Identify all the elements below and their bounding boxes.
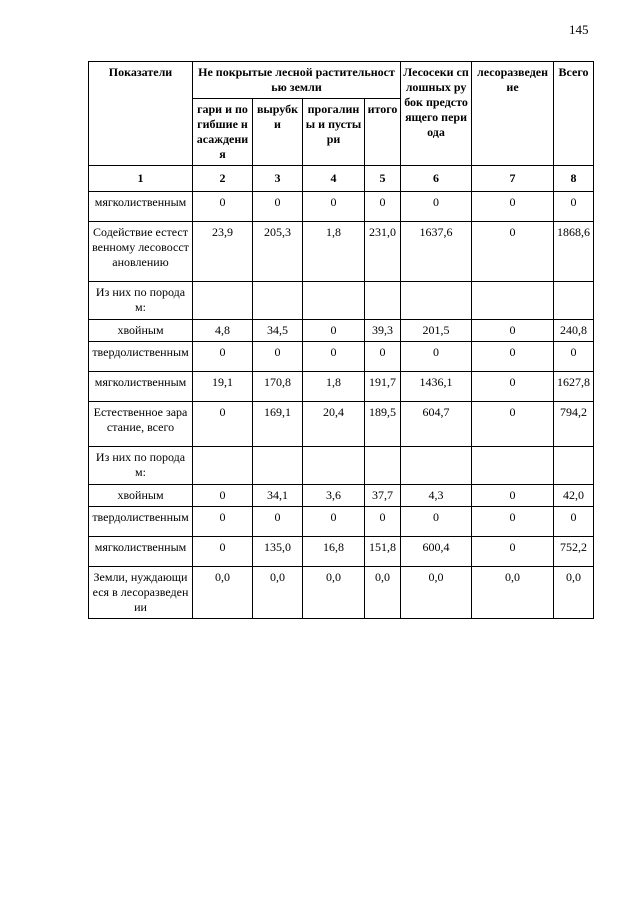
table-cell: 0 bbox=[472, 222, 554, 282]
header-reforestation: лесоразведение bbox=[472, 62, 554, 166]
column-number: 1 bbox=[89, 166, 193, 192]
table-cell: 3,6 bbox=[303, 485, 365, 507]
table-cell bbox=[193, 282, 253, 320]
header-not-covered: Не покрытые лесной растительностью земли bbox=[193, 62, 401, 99]
table-cell: 170,8 bbox=[253, 372, 303, 402]
header-subtotal: итого bbox=[365, 99, 401, 166]
table-cell bbox=[554, 282, 594, 320]
table-cell: 16,8 bbox=[303, 537, 365, 567]
table-cell bbox=[472, 447, 554, 485]
column-number: 4 bbox=[303, 166, 365, 192]
table-cell: 151,8 bbox=[365, 537, 401, 567]
table-cell: 0 bbox=[472, 320, 554, 342]
header-burnt: гари и погибшие насаждения bbox=[193, 99, 253, 166]
row-label: Из них по породам: bbox=[89, 282, 193, 320]
table-cell: 0 bbox=[303, 342, 365, 372]
table-row bbox=[89, 282, 594, 320]
table-row bbox=[89, 192, 594, 222]
table-cell: 0 bbox=[472, 485, 554, 507]
table-cell bbox=[472, 282, 554, 320]
table-cell: 135,0 bbox=[253, 537, 303, 567]
table-cell bbox=[303, 447, 365, 485]
table-cell: 0 bbox=[193, 402, 253, 447]
table-cell: 1627,8 bbox=[554, 372, 594, 402]
table-cell: 0 bbox=[401, 507, 472, 537]
table-cell: 0 bbox=[303, 507, 365, 537]
table-cell: 0,0 bbox=[303, 567, 365, 619]
table-cell: 169,1 bbox=[253, 402, 303, 447]
table-cell: 42,0 bbox=[554, 485, 594, 507]
table-cell: 34,1 bbox=[253, 485, 303, 507]
table-cell bbox=[193, 447, 253, 485]
table-cell: 0 bbox=[401, 192, 472, 222]
column-number: 5 bbox=[365, 166, 401, 192]
table-cell: 0 bbox=[401, 342, 472, 372]
table-cell: 604,7 bbox=[401, 402, 472, 447]
header-glades: прогалины и пустыри bbox=[303, 99, 365, 166]
table-cell: 0,0 bbox=[401, 567, 472, 619]
column-number: 8 bbox=[554, 166, 594, 192]
table-cell: 0 bbox=[253, 192, 303, 222]
table-cell: 1436,1 bbox=[401, 372, 472, 402]
table-cell: 189,5 bbox=[365, 402, 401, 447]
table-cell: 0 bbox=[472, 342, 554, 372]
table-cell: 201,5 bbox=[401, 320, 472, 342]
table-cell: 0 bbox=[554, 192, 594, 222]
table-cell: 23,9 bbox=[193, 222, 253, 282]
column-number-row bbox=[89, 166, 594, 192]
header-clearcuts: вырубки bbox=[253, 99, 303, 166]
table-cell: 0,0 bbox=[554, 567, 594, 619]
table-row bbox=[89, 372, 594, 402]
table-cell bbox=[253, 282, 303, 320]
table-cell: 0 bbox=[365, 192, 401, 222]
table-cell bbox=[401, 282, 472, 320]
table-cell bbox=[401, 447, 472, 485]
table-cell: 0 bbox=[253, 507, 303, 537]
table-row bbox=[89, 402, 594, 447]
row-label: мягколиственным bbox=[89, 537, 193, 567]
table-cell: 0 bbox=[554, 342, 594, 372]
table-cell: 1868,6 bbox=[554, 222, 594, 282]
table-cell bbox=[365, 447, 401, 485]
table-cell: 752,2 bbox=[554, 537, 594, 567]
table-cell: 191,7 bbox=[365, 372, 401, 402]
table-cell: 39,3 bbox=[365, 320, 401, 342]
table-cell: 0 bbox=[253, 342, 303, 372]
table-cell: 20,4 bbox=[303, 402, 365, 447]
table-cell: 4,3 bbox=[401, 485, 472, 507]
table-cell: 0 bbox=[554, 507, 594, 537]
column-number: 7 bbox=[472, 166, 554, 192]
row-label: твердолиственным bbox=[89, 342, 193, 372]
row-label: твердолиственным bbox=[89, 507, 193, 537]
table-cell: 0 bbox=[472, 372, 554, 402]
table-cell: 0 bbox=[365, 507, 401, 537]
table-cell: 0 bbox=[472, 507, 554, 537]
column-number: 6 bbox=[401, 166, 472, 192]
table-row bbox=[89, 567, 594, 619]
table-cell: 0 bbox=[472, 537, 554, 567]
table-cell: 205,3 bbox=[253, 222, 303, 282]
table-row bbox=[89, 537, 594, 567]
table-row bbox=[89, 447, 594, 485]
table-cell bbox=[554, 447, 594, 485]
table-row bbox=[89, 485, 594, 507]
table-cell: 19,1 bbox=[193, 372, 253, 402]
table-cell: 0,0 bbox=[253, 567, 303, 619]
row-label: Из них по породам: bbox=[89, 447, 193, 485]
table-cell: 0 bbox=[193, 192, 253, 222]
header-cutting-areas: Лесосеки сплошных рубок предстоящего периода bbox=[401, 62, 472, 166]
table-cell: 0 bbox=[193, 507, 253, 537]
table-cell: 1,8 bbox=[303, 372, 365, 402]
table-cell: 0 bbox=[303, 320, 365, 342]
column-number: 3 bbox=[253, 166, 303, 192]
header-row-1 bbox=[89, 62, 594, 99]
table-row bbox=[89, 507, 594, 537]
table-body bbox=[89, 166, 594, 619]
table-cell: 0,0 bbox=[472, 567, 554, 619]
table-cell: 0 bbox=[193, 537, 253, 567]
table-row bbox=[89, 342, 594, 372]
row-label: Земли, нуждающиеся в лесоразведении bbox=[89, 567, 193, 619]
table-cell: 1,8 bbox=[303, 222, 365, 282]
table-row bbox=[89, 222, 594, 282]
table-cell: 231,0 bbox=[365, 222, 401, 282]
table-cell: 0,0 bbox=[365, 567, 401, 619]
row-label: Содействие естественному лесовосстановлению bbox=[89, 222, 193, 282]
page-number: 145 bbox=[569, 22, 589, 37]
table-cell: 0 bbox=[365, 342, 401, 372]
row-label: мягколиственным bbox=[89, 192, 193, 222]
table-cell: 600,4 bbox=[401, 537, 472, 567]
table-cell: 0 bbox=[303, 192, 365, 222]
header-indicator: Показатели bbox=[89, 62, 193, 166]
table-cell: 794,2 bbox=[554, 402, 594, 447]
table-row bbox=[89, 320, 594, 342]
column-number: 2 bbox=[193, 166, 253, 192]
data-table bbox=[88, 61, 594, 619]
table-cell: 34,5 bbox=[253, 320, 303, 342]
table-cell bbox=[253, 447, 303, 485]
row-label: хвойным bbox=[89, 485, 193, 507]
table-cell: 0 bbox=[193, 485, 253, 507]
table-cell bbox=[303, 282, 365, 320]
row-label: мягколиственным bbox=[89, 372, 193, 402]
table-cell: 0 bbox=[472, 402, 554, 447]
table-cell: 1637,6 bbox=[401, 222, 472, 282]
table-cell: 0 bbox=[193, 342, 253, 372]
table-cell bbox=[365, 282, 401, 320]
row-label: хвойным bbox=[89, 320, 193, 342]
table-cell: 37,7 bbox=[365, 485, 401, 507]
header-total: Всего bbox=[554, 62, 594, 166]
table-cell: 0 bbox=[472, 192, 554, 222]
table-cell: 0,0 bbox=[193, 567, 253, 619]
table-cell: 4,8 bbox=[193, 320, 253, 342]
row-label: Естественное зарастание, всего bbox=[89, 402, 193, 447]
table-cell: 240,8 bbox=[554, 320, 594, 342]
